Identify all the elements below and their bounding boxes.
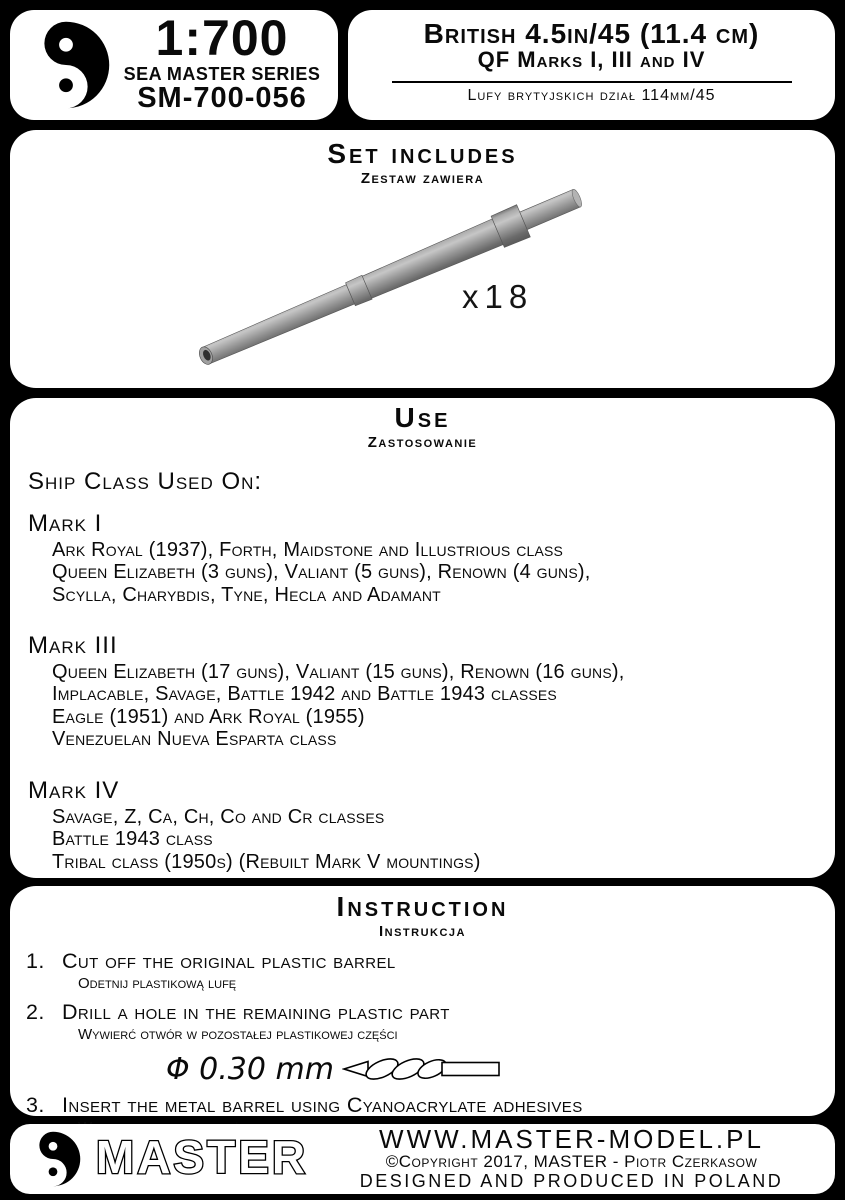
ship-class-list bbox=[10, 452, 835, 873]
use-panel bbox=[10, 398, 835, 878]
ship-line: Queen Elizabeth (17 guns), Valiant (15 guns), Renown (16 guns), bbox=[52, 660, 625, 683]
ship-line: Savage, Z, Ca, Ch, Co and Cr classes bbox=[52, 805, 385, 828]
brand-wordmark-text: MASTER bbox=[95, 1132, 309, 1183]
mark-group bbox=[28, 632, 817, 751]
quantity-label: x18 bbox=[462, 278, 534, 315]
ship-line: Venezuelan Nueva Esparta class bbox=[52, 728, 337, 751]
ship-line: Battle 1943 class bbox=[52, 828, 213, 851]
gun-barrel-image bbox=[10, 174, 835, 384]
footer-brand-swirl-icon bbox=[24, 1128, 82, 1190]
step-text: Drill a hole in the remaining plastic part bbox=[62, 1000, 450, 1025]
ship-class-heading: Ship Class Used On: bbox=[28, 468, 263, 496]
brand-wordmark bbox=[82, 1132, 322, 1186]
step-text: Cut off the original plastic barrel bbox=[62, 949, 396, 974]
series-label: SEA MASTER SERIES bbox=[123, 63, 321, 84]
set-includes-panel bbox=[10, 130, 835, 388]
step-number: 3. bbox=[26, 1093, 45, 1118]
brand-swirl-icon bbox=[20, 17, 112, 113]
website-url: WWW.MASTER-MODEL.PL bbox=[379, 1124, 764, 1155]
scale-label: 1:700 bbox=[155, 10, 289, 67]
product-code: SM-700-056 bbox=[137, 81, 307, 114]
step-text-english bbox=[26, 1094, 819, 1118]
product-subtitle: QF Marks I, III and IV bbox=[477, 47, 706, 73]
instruction-step bbox=[26, 1001, 819, 1043]
section-subtitle-polish: Instrukcja bbox=[378, 923, 466, 941]
instruction-step bbox=[26, 950, 819, 992]
copyright-line: ©Copyright 2017, MASTER - Piotr Czerkasow bbox=[385, 1152, 758, 1172]
title-panel bbox=[348, 10, 835, 120]
mark-group bbox=[28, 510, 817, 606]
brand-panel bbox=[10, 10, 338, 120]
step-number: 2. bbox=[26, 1000, 45, 1025]
ship-line: Ark Royal (1937), Forth, Maidstone and Illustrious class bbox=[52, 538, 564, 561]
step-text-polish: Wywierć otwór w pozostałej plastikowej części bbox=[78, 1025, 398, 1043]
step-number: 1. bbox=[26, 949, 45, 974]
mark-name: Mark IV bbox=[28, 776, 120, 804]
divider bbox=[392, 81, 792, 83]
instruction-panel bbox=[10, 886, 835, 1116]
section-title: Set includes bbox=[327, 138, 518, 169]
step-text-english bbox=[26, 950, 819, 974]
instruction-steps bbox=[10, 941, 835, 1136]
product-title: British 4.5in/45 (11.4 cm) bbox=[423, 18, 760, 49]
product-title-polish: Lufy brytyjskich dział 114mm/45 bbox=[467, 86, 716, 104]
footer-panel bbox=[10, 1124, 835, 1194]
ship-line: Eagle (1951) and Ark Royal (1955) bbox=[52, 705, 365, 728]
step-text-english bbox=[26, 1001, 819, 1025]
section-title: Use bbox=[394, 402, 451, 433]
brand-text-block bbox=[112, 10, 338, 114]
section-subtitle-polish: Zastosowanie bbox=[367, 434, 478, 452]
section-title: Instruction bbox=[336, 891, 509, 922]
origin-line: DESIGNED AND PRODUCED IN POLAND bbox=[359, 1171, 784, 1192]
ship-line: Tribal class (1950s) (Rebuilt Mark V mountings) bbox=[52, 850, 481, 873]
drill-bit-icon bbox=[342, 1057, 502, 1081]
ship-line: Implacable, Savage, Battle 1942 and Battle 1943 classes bbox=[52, 683, 557, 706]
drill-diameter-label: Φ 0.30 mm bbox=[166, 1051, 334, 1087]
mark-name: Mark III bbox=[28, 632, 118, 660]
drill-diameter-row bbox=[26, 1052, 819, 1086]
ship-line: Scylla, Charybdis, Tyne, Hecla and Adamant bbox=[52, 583, 441, 606]
ship-line: Queen Elizabeth (3 guns), Valiant (5 guns), Renown (4 guns), bbox=[52, 561, 591, 584]
mark-group bbox=[28, 777, 817, 873]
section-subtitle-polish: Zestaw zawiera bbox=[360, 170, 485, 188]
step-text: Insert the metal barrel using Cyanoacrylate adhesives bbox=[62, 1093, 583, 1118]
footer-text-block bbox=[322, 1126, 835, 1192]
step-text-polish: Odetnij plastikową lufę bbox=[78, 974, 237, 992]
mark-name: Mark I bbox=[28, 509, 103, 537]
